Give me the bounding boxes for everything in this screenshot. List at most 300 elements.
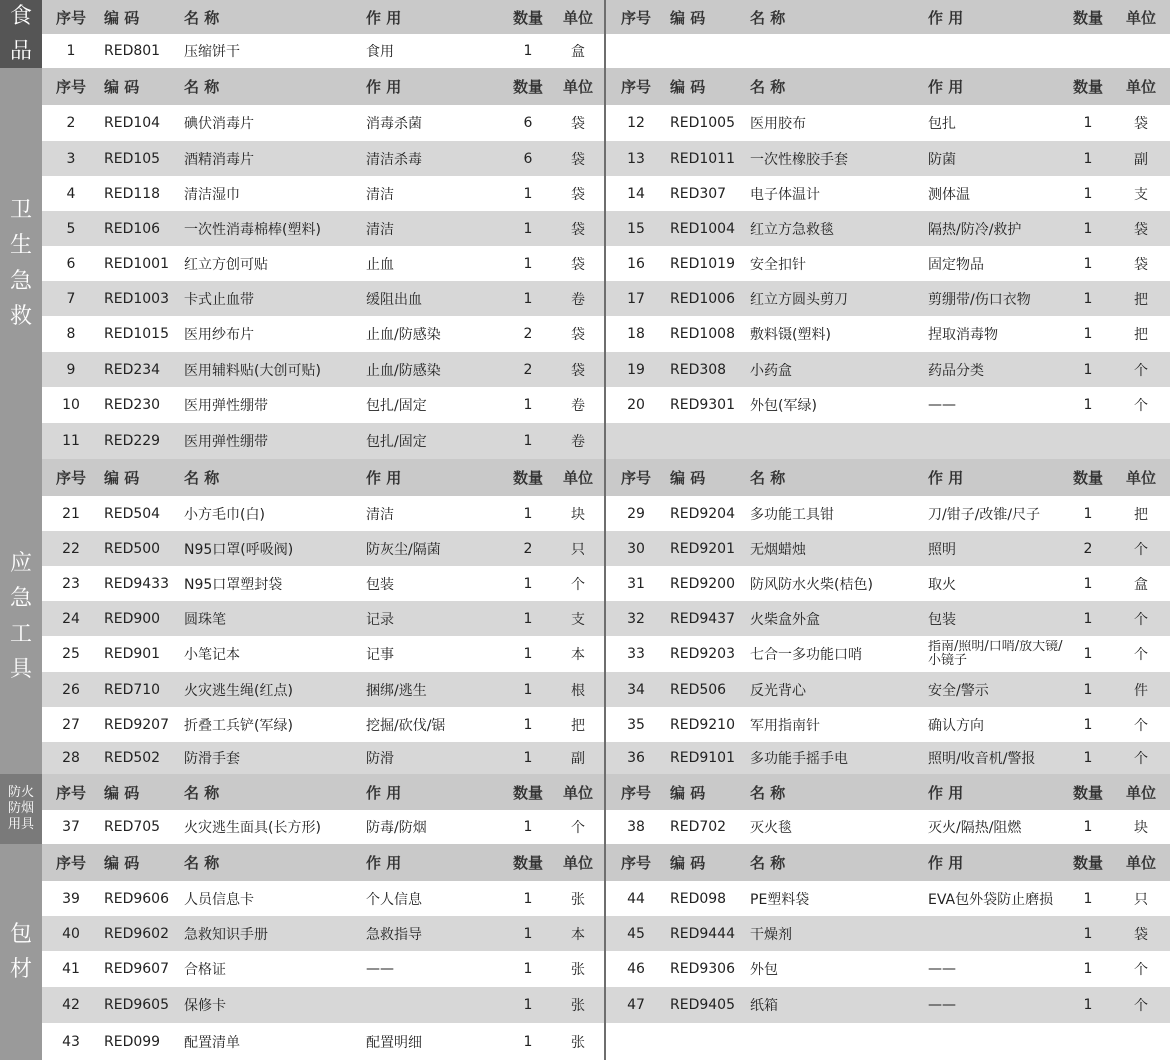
cell-no: 24 — [62, 610, 80, 627]
table-row — [42, 601, 604, 636]
header-qty: 数量 — [1072, 78, 1103, 96]
table-row — [606, 707, 1170, 742]
cell-no: 35 — [627, 716, 645, 733]
cell-name: 火灾逃生绳(红点) — [184, 682, 293, 699]
table-row — [606, 387, 1170, 423]
cell-qty: 1 — [523, 290, 533, 307]
cell-code: RED1006 — [670, 290, 735, 307]
header-no: 序号 — [620, 469, 651, 487]
cell-name: 一次性橡胶手套 — [750, 151, 848, 168]
header-unit: 单位 — [562, 78, 593, 96]
cell-no: 23 — [62, 575, 80, 592]
cell-qty: 1 — [523, 925, 533, 942]
cell-unit: 张 — [571, 962, 585, 978]
table-row — [42, 566, 604, 601]
cell-use: —— — [928, 997, 956, 1013]
cell-code: RED9602 — [104, 925, 169, 942]
cell-code: RED500 — [104, 540, 161, 557]
cell-name: 多功能手摇手电 — [750, 751, 848, 767]
category-label-char: 防烟 — [7, 800, 34, 816]
cell-unit: 袋 — [571, 116, 585, 132]
table-header-right — [606, 68, 1170, 105]
header-code: 编 码 — [670, 8, 706, 27]
cell-unit: 张 — [571, 1034, 585, 1051]
cell-name: 防风防水火柴(桔色) — [750, 576, 873, 593]
category-label-char: 防火 — [7, 784, 34, 800]
cell-code: RED1015 — [104, 326, 169, 342]
cell-unit: 卷 — [571, 434, 585, 450]
cell-unit: 把 — [571, 717, 585, 734]
cell-use: 急救指导 — [366, 926, 422, 943]
cell-code: RED1005 — [670, 115, 735, 131]
cell-name: 配置清单 — [184, 1034, 240, 1051]
cell-unit: 袋 — [1134, 221, 1148, 238]
cell-no: 44 — [627, 890, 645, 907]
cell-code: RED801 — [104, 43, 161, 59]
cell-code: RED9101 — [670, 750, 735, 766]
cell-use: 挖掘/砍伐/锯 — [366, 717, 446, 734]
cell-unit: 卷 — [571, 398, 585, 414]
header-qty: 数量 — [512, 469, 543, 487]
header-use: 作 用 — [928, 8, 964, 27]
cell-no: 8 — [66, 326, 76, 342]
cell-unit: 个 — [1134, 647, 1148, 663]
cell-name: 医用弹性绷带 — [184, 434, 268, 450]
header-use: 作 用 — [928, 469, 964, 487]
cell-no: 26 — [62, 681, 80, 698]
cell-qty: 1 — [1083, 185, 1093, 202]
cell-code: RED234 — [104, 361, 161, 378]
cell-qty: 1 — [1083, 290, 1093, 307]
cell-name: 圆珠笔 — [184, 611, 226, 628]
cell-no: 40 — [62, 925, 80, 942]
table-header-left — [42, 68, 604, 105]
cell-unit: 把 — [1134, 506, 1148, 523]
cell-use: 配置明细 — [366, 1034, 422, 1051]
cell-no: 1 — [66, 43, 76, 59]
cell-no: 4 — [66, 185, 76, 202]
table-row — [606, 742, 1170, 774]
cell-qty: 1 — [1083, 150, 1093, 167]
table-row — [42, 105, 604, 141]
table-row — [42, 423, 604, 459]
cell-qty: 1 — [1083, 255, 1093, 272]
table-row — [42, 246, 604, 281]
cell-unit: 个 — [1134, 717, 1148, 734]
cell-no: 6 — [66, 255, 76, 272]
cell-use: 指南/照明/口哨/放大镜/小镜子 — [928, 640, 1063, 668]
cell-name: 电子体温计 — [750, 186, 820, 203]
cell-use: 防毒/防烟 — [366, 820, 427, 836]
table-header-left — [42, 0, 604, 34]
header-name: 名 称 — [184, 783, 220, 802]
category-label-char: 工 — [9, 621, 32, 647]
cell-no: 14 — [627, 185, 645, 202]
category-first_aid — [0, 68, 42, 459]
cell-no: 20 — [627, 397, 645, 413]
cell-qty: 1 — [1083, 397, 1093, 413]
cell-use: 防菌 — [928, 151, 956, 168]
category-label-char: 食 — [9, 3, 32, 29]
header-name: 名 称 — [184, 8, 220, 27]
cell-code: RED106 — [104, 220, 161, 237]
table-row — [42, 531, 604, 566]
cell-code: RED1011 — [670, 150, 735, 167]
table-header-right — [606, 0, 1170, 34]
header-code: 编 码 — [670, 469, 706, 487]
cell-name: 多功能工具钳 — [750, 506, 834, 523]
category-fire — [0, 774, 42, 844]
cell-no: 47 — [627, 997, 645, 1013]
cell-unit: 袋 — [571, 256, 585, 273]
cell-use: 防滑 — [366, 751, 394, 767]
table-row — [606, 105, 1170, 141]
header-unit: 单位 — [1125, 783, 1156, 802]
cell-qty: 1 — [1083, 361, 1093, 378]
cell-name: 灭火毯 — [750, 820, 792, 836]
table-header-right — [606, 459, 1170, 496]
cell-qty: 1 — [523, 716, 533, 733]
cell-name: 红立方创可贴 — [184, 256, 268, 273]
cell-use: 照明/收音机/警报 — [928, 751, 1036, 767]
cell-qty: 1 — [1083, 220, 1093, 237]
cell-no: 5 — [66, 220, 76, 237]
cell-no: 30 — [627, 540, 645, 557]
cell-use: 缓阻出血 — [366, 291, 422, 308]
cell-unit: 只 — [1134, 891, 1148, 908]
cell-code: RED9204 — [670, 505, 735, 522]
table-row — [42, 951, 604, 987]
cell-no: 18 — [627, 326, 645, 342]
cell-qty: 1 — [523, 890, 533, 907]
cell-code: RED099 — [104, 1033, 161, 1050]
cell-qty: 6 — [523, 115, 533, 131]
cell-code: RED104 — [104, 115, 161, 131]
cell-use: 止血/防感染 — [366, 327, 441, 343]
cell-unit: 个 — [1134, 398, 1148, 414]
cell-qty: 1 — [523, 819, 533, 835]
cell-code: RED9203 — [670, 646, 735, 662]
category-label-char: 急 — [9, 268, 32, 294]
cell-code: RED702 — [670, 819, 727, 835]
header-code: 编 码 — [670, 78, 706, 96]
category-label-char: 品 — [9, 39, 32, 64]
cell-use: 食用 — [366, 44, 394, 60]
cell-qty: 1 — [1083, 610, 1093, 627]
cell-name: 小药盒 — [750, 362, 792, 379]
cell-code: RED9405 — [670, 997, 735, 1013]
cell-name: 干燥剂 — [750, 926, 792, 943]
header-unit: 单位 — [1125, 469, 1156, 487]
cell-use: 记录 — [366, 611, 394, 628]
cell-name: 反光背心 — [750, 682, 806, 699]
cell-code: RED9207 — [104, 716, 169, 733]
category-label-char: 生 — [9, 233, 32, 259]
header-unit: 单位 — [1125, 854, 1156, 872]
cell-code: RED308 — [670, 361, 727, 378]
header-code: 编 码 — [104, 78, 140, 96]
cell-name: 安全扣针 — [750, 256, 806, 273]
cell-unit: 个 — [1134, 998, 1148, 1014]
header-code: 编 码 — [670, 783, 706, 802]
header-name: 名 称 — [750, 854, 786, 872]
cell-qty: 1 — [523, 610, 533, 627]
cell-qty: 1 — [523, 220, 533, 237]
header-code: 编 码 — [104, 783, 140, 802]
cell-code: RED9200 — [670, 575, 735, 592]
cell-no: 41 — [62, 961, 80, 977]
cell-qty: 1 — [523, 997, 533, 1013]
cell-code: RED105 — [104, 150, 161, 167]
header-use: 作 用 — [928, 854, 964, 872]
cell-use: 清洁 — [366, 506, 394, 523]
cell-qty: 1 — [1083, 115, 1093, 131]
header-qty: 数量 — [512, 783, 543, 802]
cell-qty: 1 — [523, 185, 533, 202]
cell-unit: 袋 — [571, 327, 585, 343]
cell-unit: 盒 — [571, 44, 585, 60]
cell-use: 确认方向 — [928, 717, 984, 734]
cell-qty: 1 — [1083, 505, 1093, 522]
cell-unit: 件 — [1134, 682, 1148, 699]
category-label-char: 包 — [9, 921, 32, 947]
cell-code: RED9607 — [104, 961, 169, 977]
cell-no: 3 — [66, 150, 76, 167]
header-no: 序号 — [620, 854, 651, 872]
cell-no: 29 — [627, 505, 645, 522]
cell-use: 捆绑/逃生 — [366, 682, 427, 699]
header-unit: 单位 — [562, 783, 593, 802]
cell-use: 捏取消毒物 — [928, 327, 998, 343]
cell-name: 人员信息卡 — [184, 891, 254, 908]
header-use: 作 用 — [366, 8, 402, 27]
cell-unit: 本 — [571, 926, 585, 943]
cell-qty: 1 — [523, 433, 533, 449]
table-row — [606, 672, 1170, 707]
header-unit: 单位 — [1125, 78, 1156, 96]
category-label-char: 材 — [9, 957, 32, 982]
cell-name: 火灾逃生面具(长方形) — [184, 820, 321, 836]
header-no: 序号 — [55, 8, 86, 27]
cell-code: RED504 — [104, 505, 161, 522]
cell-qty: 1 — [523, 575, 533, 592]
cell-no: 32 — [627, 610, 645, 627]
cell-unit: 支 — [1134, 186, 1148, 203]
header-no: 序号 — [55, 854, 86, 872]
cell-name: 火柴盒外盒 — [750, 611, 820, 628]
cell-code: RED705 — [104, 819, 161, 835]
cell-name: PE塑料袋 — [750, 891, 810, 908]
cell-no: 13 — [627, 150, 645, 167]
cell-qty: 1 — [1083, 575, 1093, 592]
cell-code: RED900 — [104, 610, 161, 627]
cell-unit: 袋 — [571, 362, 585, 379]
header-qty: 数量 — [512, 854, 543, 872]
cell-code: RED9444 — [670, 925, 735, 942]
cell-qty: 1 — [523, 646, 533, 662]
cell-qty: 1 — [523, 961, 533, 977]
cell-use: 包装 — [366, 576, 394, 593]
cell-no: 34 — [627, 681, 645, 698]
cell-no: 27 — [62, 716, 80, 733]
cell-code: RED9433 — [104, 575, 169, 592]
header-name: 名 称 — [750, 78, 786, 96]
table-row-empty — [606, 34, 1170, 68]
cell-no: 11 — [62, 433, 80, 449]
cell-no: 42 — [62, 997, 80, 1013]
header-no: 序号 — [620, 8, 651, 27]
cell-code: RED9210 — [670, 716, 735, 733]
cell-use: 包扎/固定 — [366, 434, 427, 450]
cell-qty: 2 — [523, 540, 533, 557]
table-row — [42, 707, 604, 742]
header-code: 编 码 — [104, 854, 140, 872]
cell-qty: 1 — [523, 681, 533, 698]
table-row — [42, 141, 604, 176]
cell-name: 红立方急救毯 — [750, 221, 834, 238]
cell-unit: 把 — [1134, 327, 1148, 343]
cell-code: RED1001 — [104, 255, 169, 272]
header-name: 名 称 — [184, 469, 220, 487]
table-row — [606, 810, 1170, 844]
cell-code: RED9201 — [670, 540, 735, 557]
cell-name: 酒精消毒片 — [184, 151, 254, 168]
cell-unit: 个 — [571, 820, 585, 836]
header-unit: 单位 — [562, 8, 593, 27]
table-row — [606, 352, 1170, 387]
cell-unit: 个 — [1134, 962, 1148, 978]
cell-name: 小方毛巾(白) — [184, 506, 265, 523]
table-header-left — [42, 774, 604, 810]
cell-unit: 袋 — [571, 151, 585, 168]
cell-name: 七合一多功能口哨 — [750, 647, 862, 663]
table-row — [42, 316, 604, 352]
cell-unit: 本 — [571, 647, 585, 663]
cell-name: 医用辅料贴(大创可贴) — [184, 362, 321, 379]
cell-use: 包扎/固定 — [366, 398, 427, 414]
cell-use: —— — [366, 961, 394, 977]
cell-use: 测体温 — [928, 186, 970, 203]
cell-no: 19 — [627, 361, 645, 378]
cell-name: 医用弹性绷带 — [184, 398, 268, 414]
cell-code: RED710 — [104, 681, 161, 698]
cell-qty: 1 — [523, 505, 533, 522]
cell-use: 消毒杀菌 — [366, 116, 422, 132]
cell-no: 17 — [627, 290, 645, 307]
category-label-char: 应 — [9, 551, 32, 577]
cell-no: 31 — [627, 575, 645, 592]
header-code: 编 码 — [104, 469, 140, 487]
cell-code: RED118 — [104, 185, 161, 202]
cell-unit: 袋 — [571, 186, 585, 203]
cell-code: RED1004 — [670, 220, 735, 237]
table-row — [42, 176, 604, 211]
cell-no: 16 — [627, 255, 645, 272]
header-use: 作 用 — [366, 854, 402, 872]
table-row — [606, 636, 1170, 672]
cell-no: 22 — [62, 540, 80, 557]
cell-use: —— — [928, 397, 956, 413]
header-name: 名 称 — [750, 783, 786, 802]
cell-use: 刀/钳子/改锥/尺子 — [928, 506, 1041, 523]
cell-qty: 2 — [1083, 540, 1093, 557]
cell-qty: 1 — [523, 255, 533, 272]
cell-code: RED230 — [104, 397, 161, 413]
cell-unit: 只 — [571, 541, 585, 558]
table-row — [606, 496, 1170, 531]
cell-use: —— — [928, 961, 956, 977]
cell-code: RED1008 — [670, 326, 735, 342]
table-row — [42, 916, 604, 951]
cell-no: 46 — [627, 961, 645, 977]
cell-name: 保修卡 — [184, 998, 226, 1014]
cell-code: RED506 — [670, 681, 727, 698]
cell-qty: 1 — [1083, 750, 1093, 766]
header-code: 编 码 — [670, 854, 706, 872]
cell-name: 清洁湿巾 — [184, 186, 240, 203]
header-use: 作 用 — [928, 78, 964, 96]
header-no: 序号 — [55, 783, 86, 802]
table-row — [42, 496, 604, 531]
cell-unit: 张 — [571, 891, 585, 908]
cell-no: 25 — [62, 646, 80, 662]
table-row — [42, 987, 604, 1023]
cell-unit: 支 — [571, 611, 585, 628]
table-row — [606, 176, 1170, 211]
cell-use: 剪绷带/伤口衣物 — [928, 291, 1031, 308]
cell-code: RED1003 — [104, 290, 169, 307]
table-row — [606, 566, 1170, 601]
cell-no: 38 — [627, 819, 645, 835]
cell-no: 7 — [66, 290, 76, 307]
table-row-empty — [606, 423, 1170, 459]
table-header-left — [42, 459, 604, 496]
cell-unit: 袋 — [571, 221, 585, 238]
cell-name: 外包 — [750, 962, 778, 978]
table-row — [42, 672, 604, 707]
header-name: 名 称 — [184, 854, 220, 872]
cell-use: 清洁杀毒 — [366, 151, 422, 168]
table-row — [606, 531, 1170, 566]
cell-name: 医用胶布 — [750, 116, 806, 132]
cell-no: 43 — [62, 1033, 80, 1050]
cell-name: 卡式止血带 — [184, 291, 254, 308]
header-use: 作 用 — [366, 783, 402, 802]
cell-code: RED9437 — [670, 610, 735, 627]
cell-unit: 块 — [571, 506, 585, 523]
cell-unit: 块 — [1134, 820, 1148, 836]
header-no: 序号 — [55, 78, 86, 96]
cell-use: 清洁 — [366, 221, 394, 238]
cell-qty: 1 — [1083, 646, 1093, 662]
cell-qty: 1 — [1083, 961, 1093, 977]
cell-code: RED229 — [104, 433, 161, 449]
cell-name: 纸箱 — [750, 998, 778, 1014]
cell-use: 安全/警示 — [928, 682, 989, 699]
header-qty: 数量 — [1072, 783, 1103, 802]
table-row — [42, 636, 604, 672]
cell-name: N95口罩(呼吸阀) — [184, 541, 294, 558]
category-label-char: 急 — [9, 586, 32, 612]
cell-name: 医用纱布片 — [184, 327, 254, 343]
cell-code: RED9306 — [670, 961, 735, 977]
cell-unit: 盒 — [1134, 576, 1148, 593]
cell-qty: 1 — [523, 750, 533, 766]
cell-use: 防灰尘/隔菌 — [366, 541, 441, 558]
table-row — [42, 810, 604, 844]
category-packing — [0, 844, 42, 1060]
column-divider — [604, 0, 606, 1060]
